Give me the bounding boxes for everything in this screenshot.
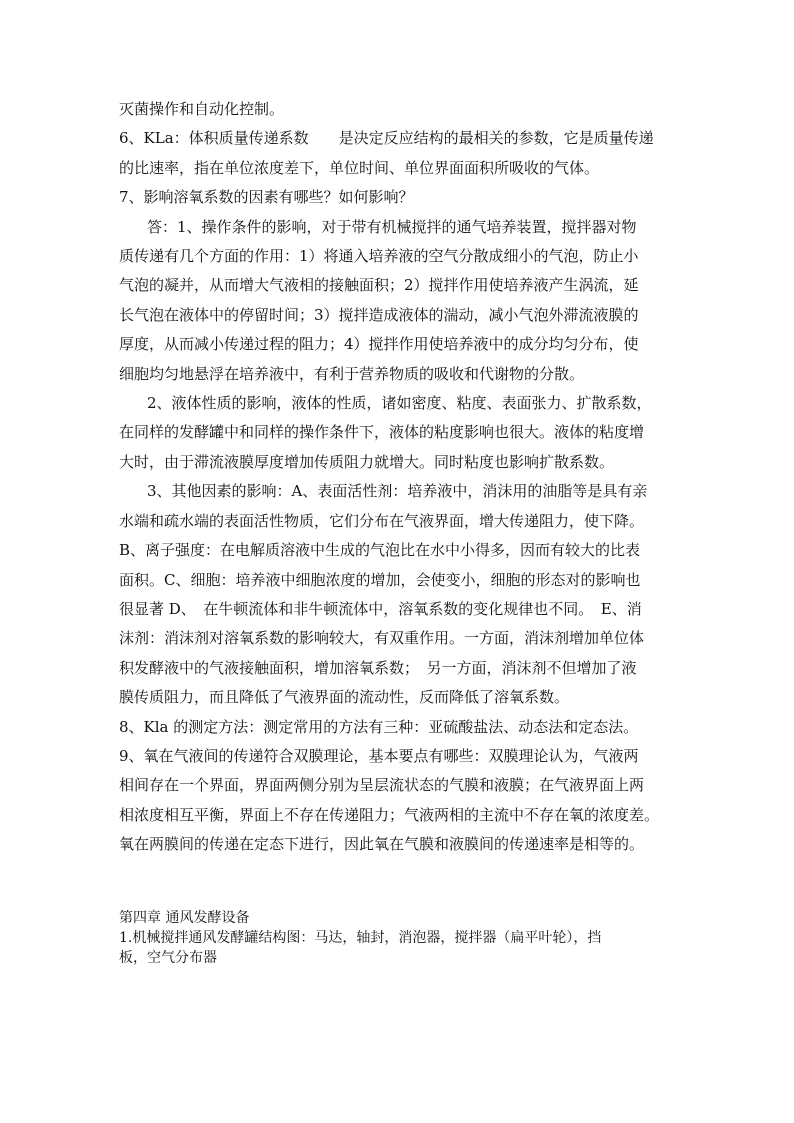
document-page <box>119 95 679 968</box>
paragraph-line: 膜传质阻力，而且降低了气液界面的流动性，反而降低了溶氧系数。 <box>119 688 570 707</box>
paragraph-line: 6、KLa：体积质量传递系数 是决定反应结构的最相关的参数，它是质量传递 <box>119 129 654 148</box>
paragraph-line: 积发酵液中的气液接触面积，增加溶氧系数； 另一方面，消沫剂不但增加了液 <box>119 658 637 677</box>
paragraph-line: B、离子强度：在电解质溶液中生成的气泡比在水中小得多，因而有较大的比表 <box>119 541 641 560</box>
paragraph-line: 面积。C、细胞：培养液中细胞浓度的增加，会使变小，细胞的形态对的影响也 <box>119 570 641 589</box>
paragraph-line: 沫剂：消沫剂对溶氧系数的影响较大，有双重作用。一方面，消沫剂增加单位体 <box>119 629 645 648</box>
paragraph-line: 氧在两膜间的传递在定态下进行，因此氧在气膜和液膜间的传递速率是相等的。 <box>119 835 645 854</box>
chapter-title: 第四章 通风发酵设备 <box>119 909 250 926</box>
paragraph-line: 在同样的发酵罐中和同样的操作条件下，液体的粘度影响也很大。液体的粘度增 <box>119 423 645 442</box>
paragraph-line: 答：1、操作条件的影响，对于带有机械搅拌的通气培养装置，搅拌器对物 <box>147 217 637 236</box>
section-spacer <box>119 860 679 908</box>
paragraph-line: 大时，由于滞流液膜厚度增加传质阻力就增大。同时粘度也影响扩散系数。 <box>119 452 615 471</box>
paragraph-line: 厚度，从而减小传递过程的阻力；4）搅拌作用使培养液中的成分均匀分布，使 <box>119 335 639 354</box>
chapter-item-line: 1.机械搅拌通风发酵罐结构图：马达，轴封，消泡器，搅拌器（扁平叶轮），挡 <box>119 929 602 946</box>
paragraph-line: 3、其他因素的影响：A、表面活性剂：培养液中，消沫用的油脂等是具有亲 <box>147 482 648 501</box>
paragraph-line: 水端和疏水端的表面活性物质，它们分布在气液界面，增大传递阻力，使下降。 <box>119 511 645 530</box>
paragraph-line: 很显著 D、 在牛顿流体和非牛顿流体中，溶氧系数的变化规律也不同。 E、消 <box>119 599 642 618</box>
paragraph-line: 灭菌操作和自动化控制。 <box>119 100 285 118</box>
paragraph-line: 细胞均匀地悬浮在培养液中，有利于营养物质的吸收和代谢物的分散。 <box>119 364 585 383</box>
paragraph-line: 7、影响溶氧系数的因素有哪些？如何影响？ <box>119 188 414 207</box>
paragraph-line: 8、Kla 的测定方法：测定常用的方法有三种：亚硫酸盐法、动态法和定态法。 <box>119 717 639 736</box>
paragraph-line: 的比速率，指在单位浓度差下，单位时间、单位界面面积所吸收的气体。 <box>119 158 600 177</box>
paragraph-line: 2、液体性质的影响，液体的性质，诸如密度、粘度、表面张力、扩散系数， <box>147 394 652 413</box>
paragraph-line: 质传递有几个方面的作用：1）将通入培养液的空气分散成细小的气泡，防止小 <box>119 247 639 266</box>
paragraph-line: 气泡的凝并，从而增大气液相的接触面积；2）搅拌作用使培养液产生涡流，延 <box>119 276 639 295</box>
paragraph-line: 相浓度相互平衡，界面上不存在传递阻力；气液两相的主流中不存在氧的浓度差。 <box>119 805 660 824</box>
paragraph-line: 长气泡在液体中的停留时间；3）搅拌造成液体的湍动，减小气泡外滞流液膜的 <box>119 305 639 324</box>
paragraph-line: 相间存在一个界面，界面两侧分别为呈层流状态的气膜和液膜；在气液界面上两 <box>119 776 645 795</box>
chapter-item-line: 板，空气分布器 <box>119 949 217 966</box>
paragraph-line: 9、氧在气液间的传递符合双膜理论，基本要点有哪些：双膜理论认为，气液两 <box>119 746 639 765</box>
